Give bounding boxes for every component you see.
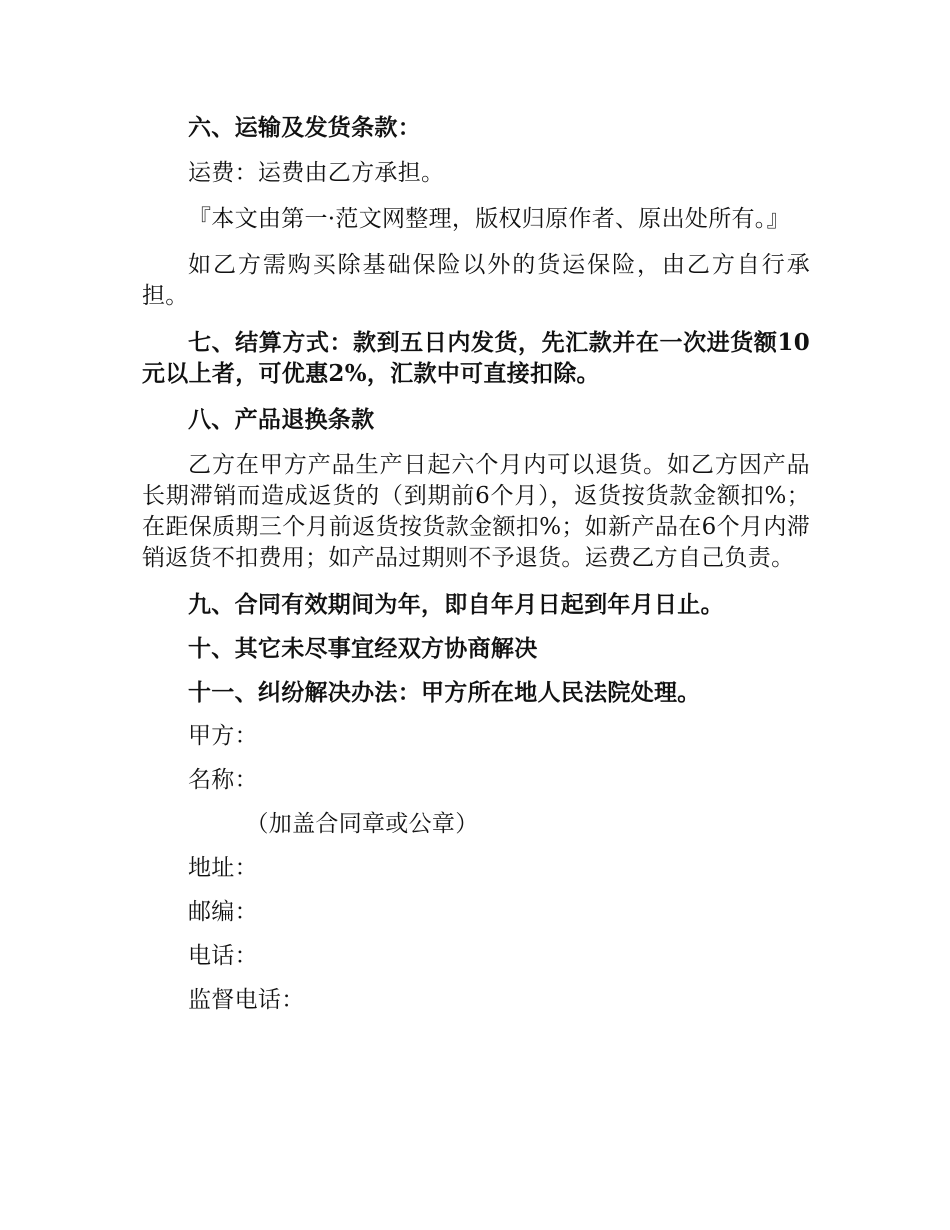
supervision-phone-label: 监督电话： (188, 987, 305, 1013)
paragraph-insurance: 如乙方需购买除基础保险以外的货运保险，由乙方自行承担。 (142, 252, 810, 309)
paragraph-freight: 运费：运费由乙方承担。 (188, 160, 445, 186)
phone-label: 电话： (188, 943, 258, 969)
paragraph-returns-terms: 乙方在甲方产品生产日起六个月内可以退货。如乙方因产品长期滞销而造成返货的（到期前6个月），返货按货款金额扣%；在距保质期三个月前返货按货款金额扣%；如新产品在6个月内滞销返货不扣费用；如产品过期则不予退货。运费乙方自己负责。 (142, 452, 810, 571)
section-heading-other-matters: 十、其它未尽事宜经双方协商解决 (188, 635, 538, 662)
document-page (142, 112, 810, 1016)
name-label: 名称： (188, 767, 258, 793)
section-heading-transport: 六、运输及发货条款： (188, 114, 421, 141)
section-heading-disputes: 十一、纠纷解决办法：甲方所在地人民法院处理。 (188, 679, 701, 706)
party-a-label: 甲方： (188, 723, 258, 749)
address-label: 地址： (188, 855, 258, 881)
postcode-label: 邮编： (188, 899, 258, 925)
paragraph-source-note: 『本文由第一·范文网整理，版权归原作者、原出处所有。』 (188, 206, 790, 232)
section-heading-settlement: 七、结算方式：款到五日内发货，先汇款并在一次进货额10元以上者，可优惠2%，汇款中可直接扣除。 (142, 329, 810, 387)
seal-note: （加盖合同章或公章） (245, 811, 479, 837)
section-heading-returns: 八、产品退换条款 (188, 406, 375, 433)
section-heading-validity: 九、合同有效期间为年，即自年月日起到年月日止。 (188, 591, 724, 618)
